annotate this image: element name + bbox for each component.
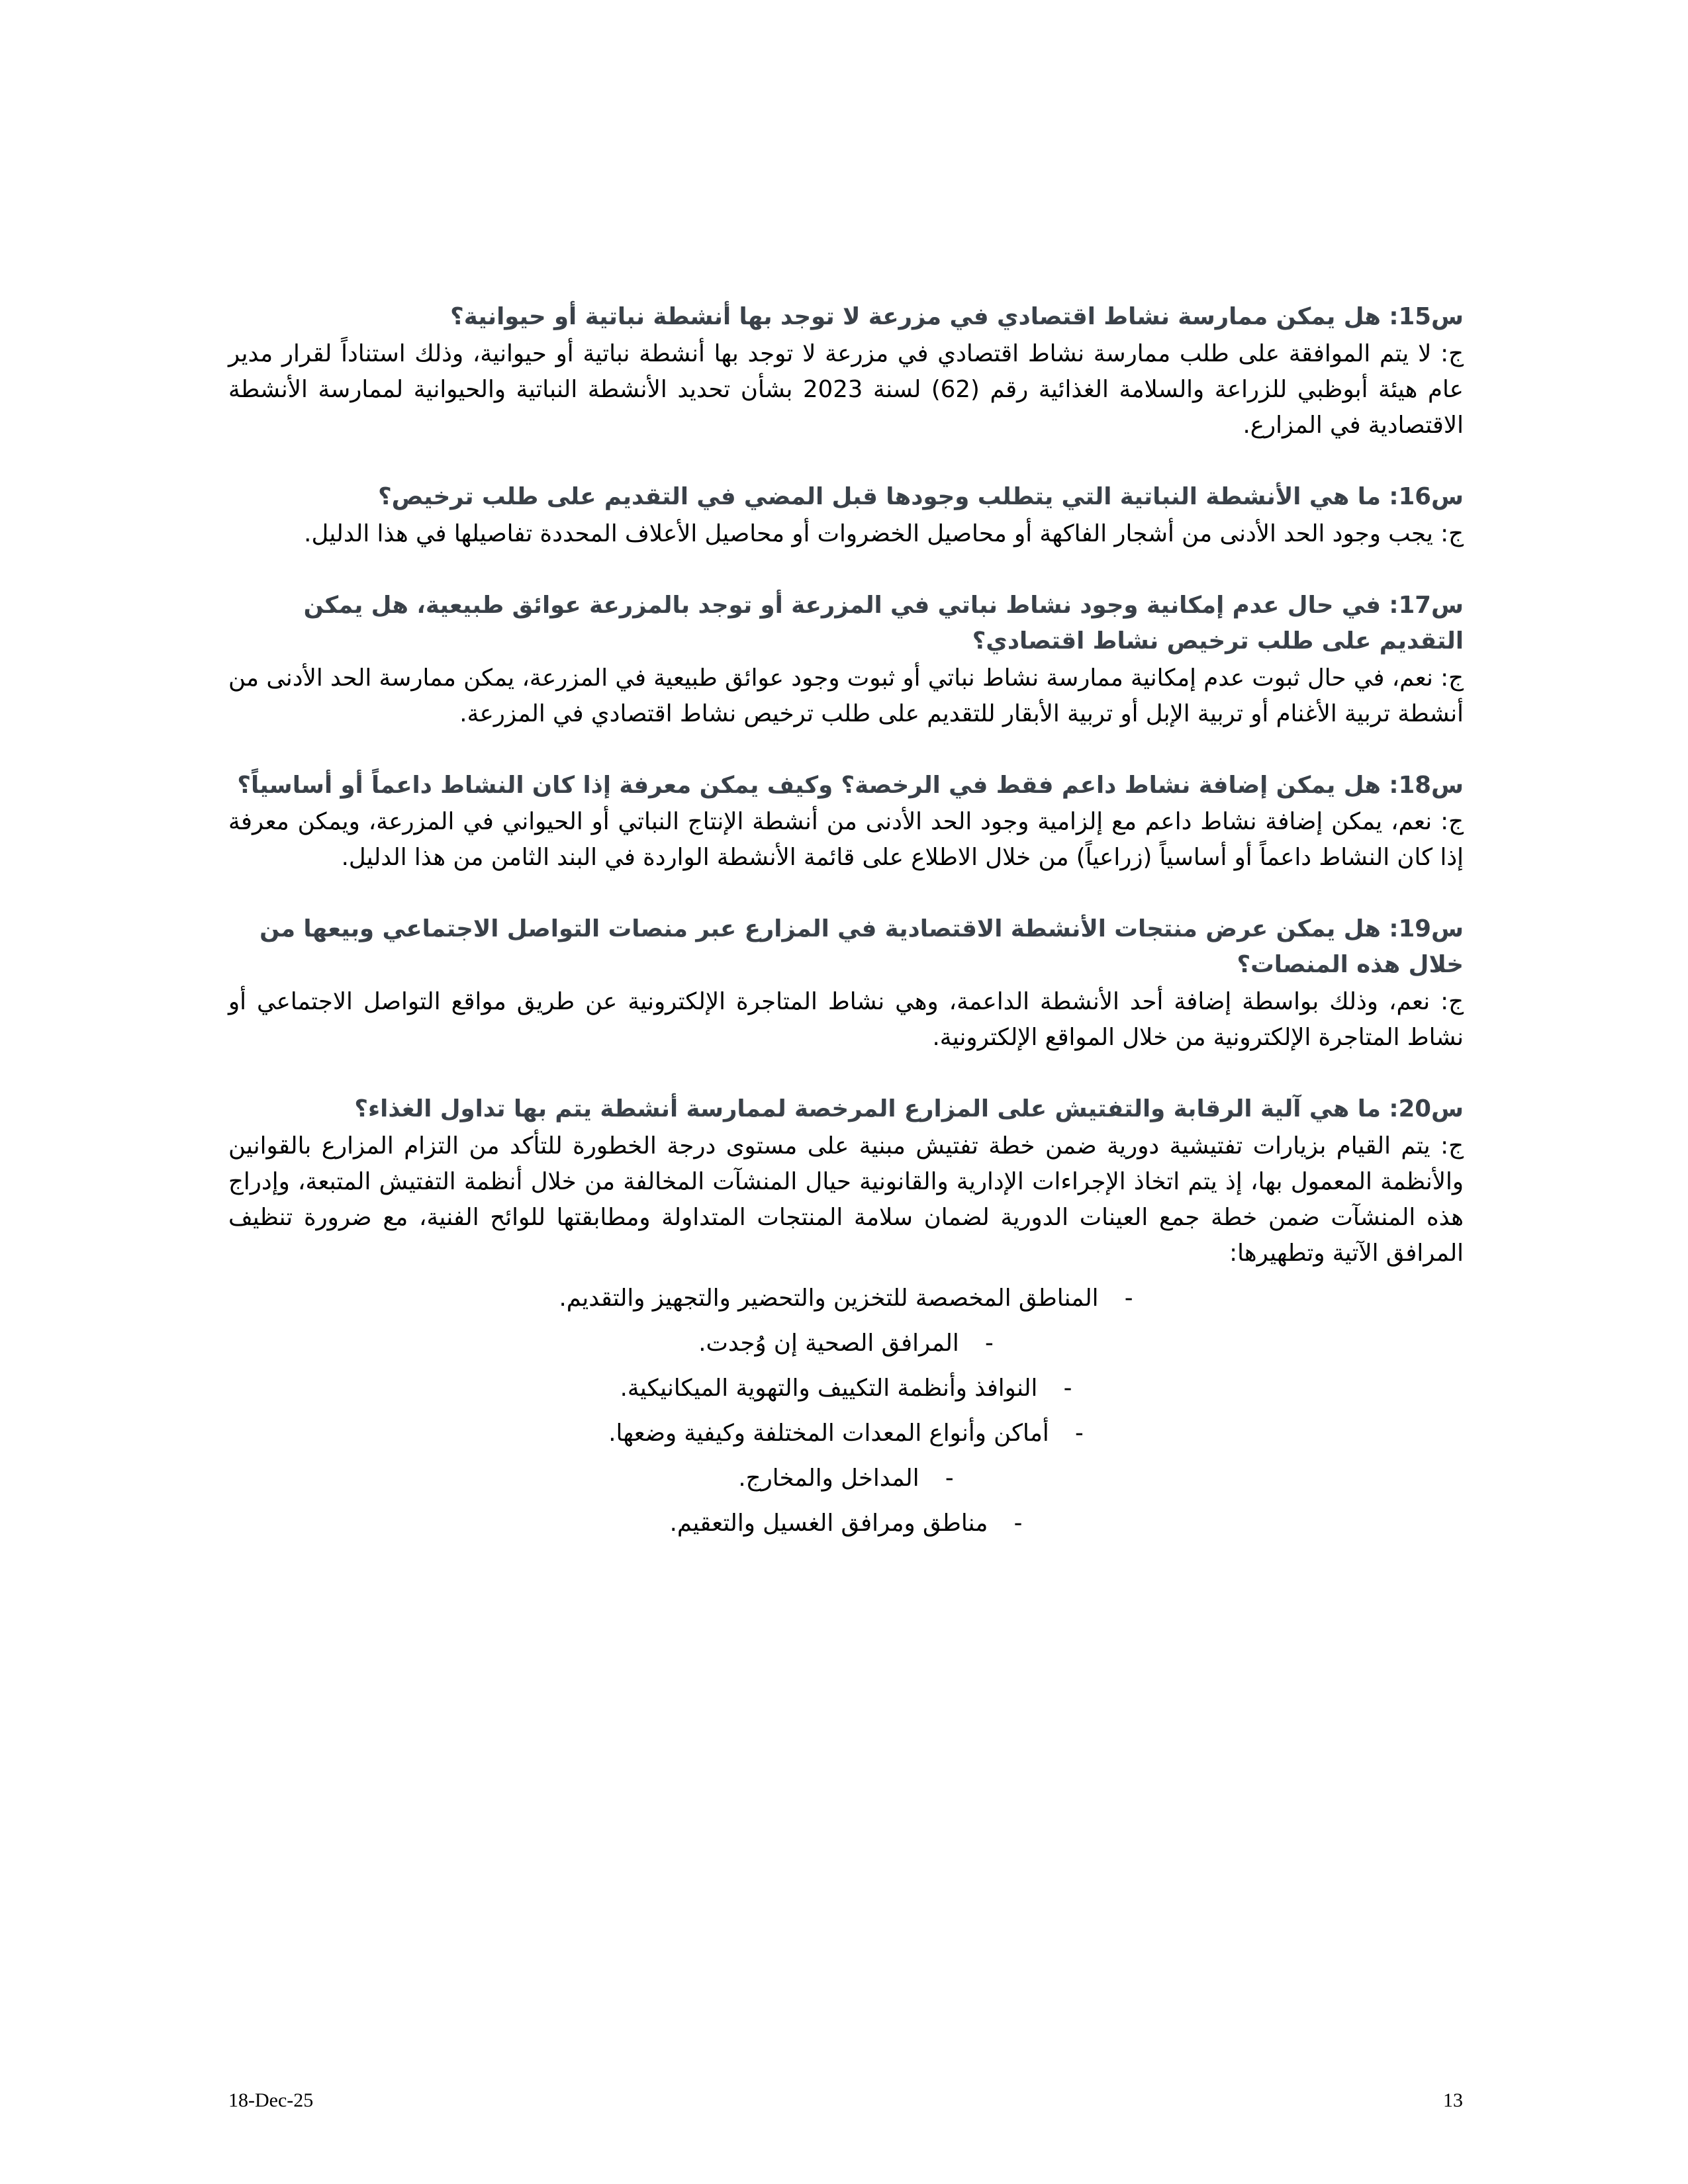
- list-item: [228, 1506, 1464, 1541]
- dash-bullet-icon: -: [1013, 1509, 1023, 1537]
- list-item: [228, 1281, 1464, 1316]
- answer-text-q17: ج: نعم، في حال ثبوت عدم إمكانية ممارسة نشاط نباتي أو ثبوت وجود عوائق طبيعية في المزرعة، يمكن ممارسة الحد الأدنى من أنشطة تربية الأغنام أو تربية الإبل أو تربية الأبقار للتقديم على طلب ترخيص نشاط اقتصادي في المزرعة.: [228, 664, 1464, 727]
- answer-text-q16: ج: يجب وجود الحد الأدنى من أشجار الفاكهة أو محاصيل الخضروات أو محاصيل الأعلاف المحددة تفاصيلها في هذا الدليل.: [304, 520, 1464, 547]
- question-heading-q18: س18: هل يمكن إضافة نشاط داعم فقط في الرخصة؟ وكيف يمكن معرفة إذا كان النشاط داعماً أو أساسياً؟: [237, 771, 1464, 799]
- qa-block-q18: [228, 768, 1464, 876]
- qa-block-q16: [228, 479, 1464, 552]
- facilities-bullet-list: [228, 1281, 1464, 1541]
- answer-text-q19: ج: نعم، وذلك بواسطة إضافة أحد الأنشطة الداعمة، وهي نشاط المتاجرة الإلكترونية عن طريق مواقع التواصل الاجتماعي أو نشاط المتاجرة الإلكترونية من خلال المواقع الإلكترونية.: [228, 988, 1464, 1052]
- list-item-label: المداخل والمخارج.: [738, 1464, 919, 1492]
- list-item-label: أماكن وأنواع المعدات المختلفة وكيفية وضعها.: [608, 1419, 1049, 1447]
- list-item-label: المرافق الصحية إن وُجدت.: [698, 1329, 959, 1357]
- footer-page-number: 13: [1443, 2089, 1463, 2111]
- dash-bullet-icon: -: [945, 1464, 954, 1492]
- answer-text-q15: ج: لا يتم الموافقة على طلب ممارسة نشاط اقتصادي في مزرعة لا توجد بها أنشطة نباتية أو حيوانية، وذلك استناداً لقرار مدير عام هيئة أبوظبي للزراعة والسلامة الغذائية رقم (62) لسنة 2023 بشأن تحديد الأنشطة النباتية والحيوانية لممارسة الأنشطة الاقتصادية في المزارع.: [228, 340, 1464, 439]
- answer-text-q20: ج: يتم القيام بزيارات تفتيشية دورية ضمن خطة تفتيش مبنية على مستوى درجة الخطورة للتأكد من التزام المزارع بالقوانين والأنظمة المعمول بها، إذ يتم اتخاذ الإجراءات الإدارية والقانونية حيال المنشآت المخالفة من خلال أنظمة التفتيش المتبعة، وإدراج هذه المنشآت ضمن خطة جمع العينات الدورية لضمان سلامة المنتجات المتداولة ومطابقتها للوائح الفنية، مع ضرورة تنظيف المرافق الآتية وتطهيرها:: [228, 1132, 1464, 1267]
- question-heading-q20: س20: ما هي آلية الرقابة والتفتيش على المزارع المرخصة لممارسة أنشطة يتم بها تداول الغذاء؟: [354, 1095, 1464, 1123]
- dash-bullet-icon: -: [1063, 1374, 1072, 1402]
- question-heading-q15: س15: هل يمكن ممارسة نشاط اقتصادي في مزرعة لا توجد بها أنشطة نباتية أو حيوانية؟: [450, 303, 1464, 330]
- dash-bullet-icon: -: [984, 1329, 994, 1357]
- dash-bullet-icon: -: [1124, 1284, 1133, 1312]
- qa-block-q19: [228, 911, 1464, 1056]
- question-heading-q17: س17: في حال عدم إمكانية وجود نشاط نباتي في المزرعة أو توجد بالمزرعة عوائق طبيعية، هل يمكن التقديم على طلب ترخيص نشاط اقتصادي؟: [303, 591, 1464, 655]
- page-footer: [228, 2085, 1463, 2116]
- qa-block-q20: [228, 1091, 1464, 1541]
- answer-text-q18: ج: نعم، يمكن إضافة نشاط داعم مع إلزامية وجود الحد الأدنى من أنشطة الإنتاج النباتي أو الحيواني في المزرعة، ويمكن معرفة إذا كان النشاط داعماً أو أساسياً (زراعياً) من خلال الاطلاع على قائمة الأنشطة الواردة في البند الثامن من هذا الدليل.: [228, 808, 1464, 872]
- list-item: [228, 1416, 1464, 1451]
- question-heading-q16: س16: ما هي الأنشطة النباتية التي يتطلب وجودها قبل المضي في التقديم على طلب ترخيص؟: [378, 482, 1464, 510]
- dash-bullet-icon: -: [1074, 1419, 1084, 1447]
- qa-block-q15: [228, 299, 1464, 443]
- list-item: [228, 1326, 1464, 1361]
- list-item: [228, 1371, 1464, 1406]
- footer-date: 18-Dec-25: [228, 2089, 314, 2111]
- list-item-label: المناطق المخصصة للتخزين والتحضير والتجهيز والتقديم.: [559, 1284, 1099, 1312]
- qa-block-q17: [228, 588, 1464, 732]
- list-item: [228, 1461, 1464, 1496]
- list-item-label: مناطق ومرافق الغسيل والتعقيم.: [669, 1509, 988, 1537]
- list-item-label: النوافذ وأنظمة التكييف والتهوية الميكانيكية.: [620, 1374, 1038, 1402]
- question-heading-q19: س19: هل يمكن عرض منتجات الأنشطة الاقتصادية في المزارع عبر منصات التواصل الاجتماعي وبيعها من خلال هذه المنصات؟: [259, 915, 1464, 979]
- document-content: [228, 299, 1464, 1551]
